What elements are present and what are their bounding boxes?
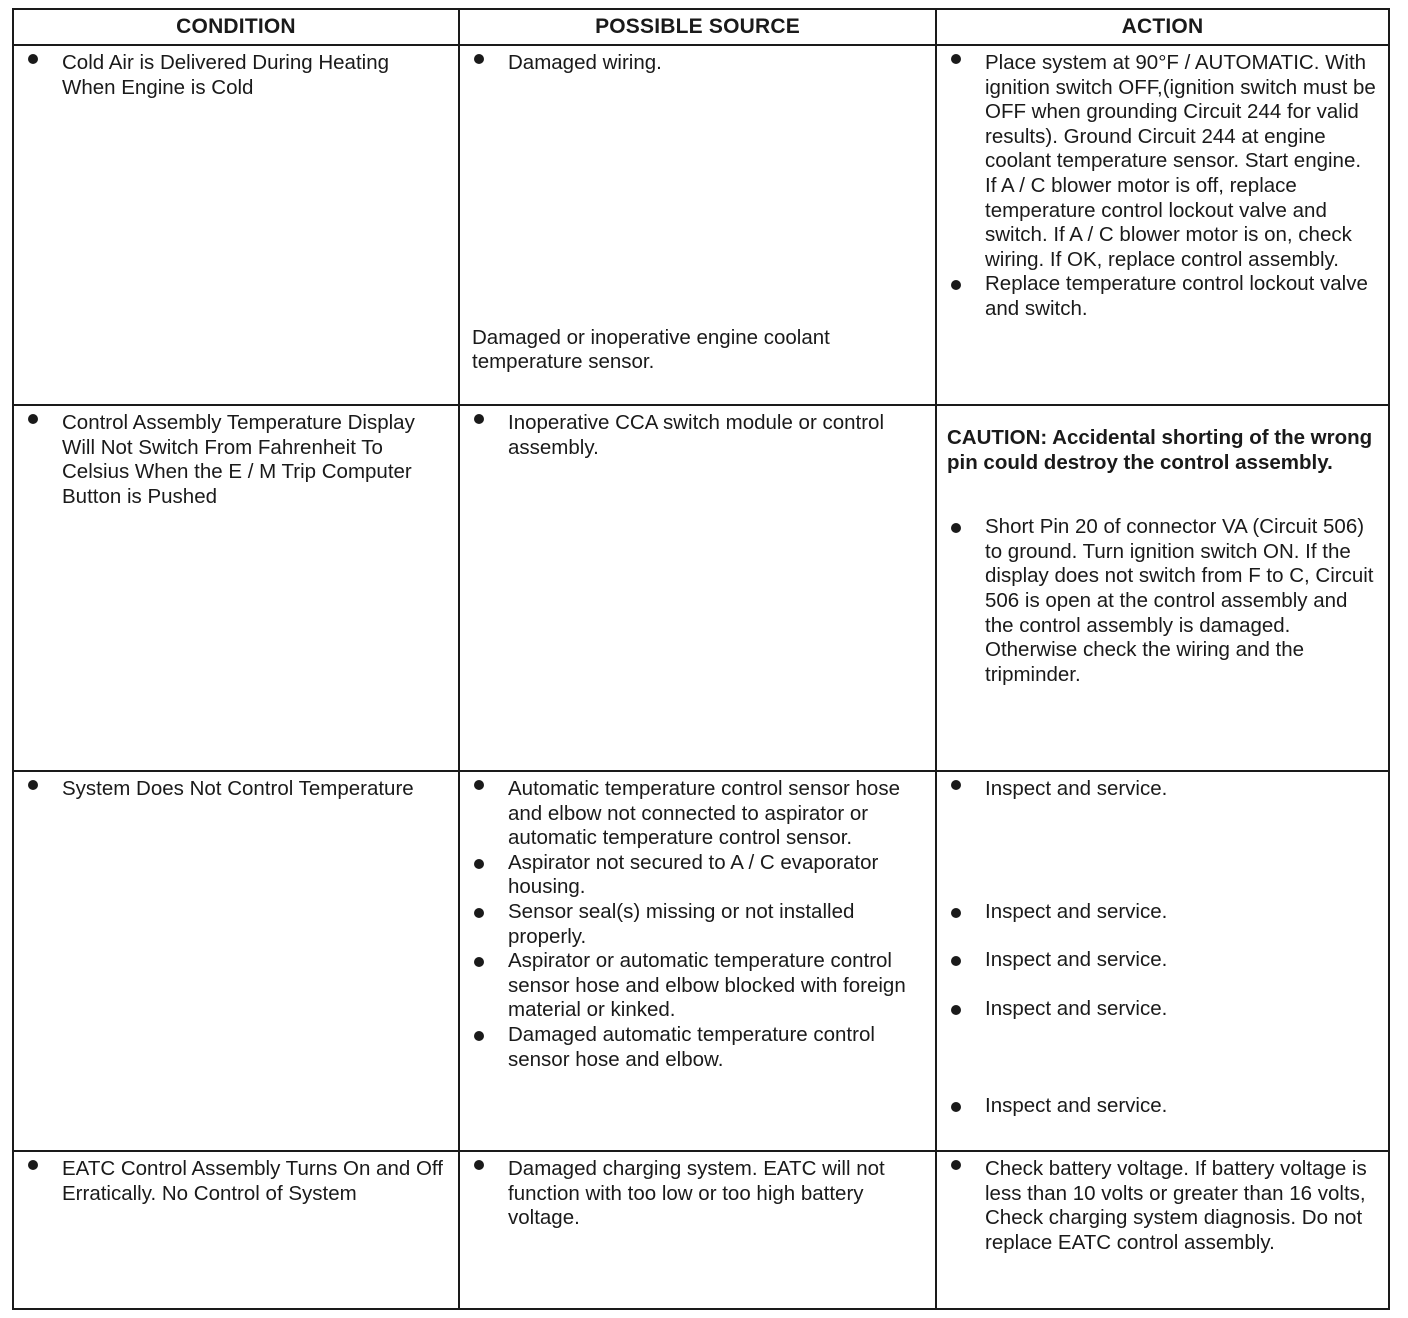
- condition-item: [14, 772, 458, 802]
- caution-note: CAUTION: Accidental shorting of the wrong pin could destroy the control assembly.: [947, 426, 1373, 474]
- action-text: Short Pin 20 of connector VA (Circuit 506) to ground. Turn ignition switch ON. If the display does not switch from F to C, Circuit 506 is open at the control assembly and the control assembly is damaged. Otherwise check the wiring and the tripminder.: [985, 515, 1374, 686]
- table-row: [13, 405, 1389, 771]
- action-text: Inspect and service.: [985, 948, 1168, 972]
- source-cell: [459, 405, 936, 771]
- condition-text: EATC Control Assembly Turns On and Off Erratically. No Control of System: [62, 1157, 443, 1205]
- header-condition: CONDITION: [13, 9, 459, 45]
- source-text: Damaged automatic temperature control sensor hose and elbow.: [508, 1022, 875, 1071]
- source-item: [460, 1023, 935, 1072]
- source-cell: [459, 45, 936, 405]
- action-text: Check battery voltage. If battery voltage is less than 10 volts or greater than 16 volts, Check charging system diagnosis. Do not replace EATC control assembly.: [985, 1157, 1367, 1254]
- condition-text: Cold Air is Delivered During Heating When Engine is Cold: [62, 51, 390, 99]
- source-item: [460, 851, 935, 900]
- source-text: Inoperative CCA switch module or control assembly.: [508, 411, 885, 459]
- source-item: [460, 326, 935, 375]
- action-cell: [936, 1151, 1389, 1309]
- action-cell: [936, 405, 1389, 771]
- action-item: [937, 772, 1388, 802]
- source-text: Sensor seal(s) missing or not installed properly.: [508, 899, 855, 948]
- condition-text: Control Assembly Temperature Display Will Not Switch From Fahrenheit To Celsius When the E / M Trip Computer Button is Pushed: [62, 411, 415, 508]
- condition-item: [14, 406, 458, 509]
- action-text: Replace temperature control lockout valve and switch.: [985, 272, 1368, 320]
- condition-cell: [13, 771, 459, 1151]
- action-text: Inspect and service.: [985, 1094, 1168, 1118]
- condition-cell: [13, 405, 459, 771]
- source-text: Automatic temperature control sensor hose and elbow not connected to aspirator or automatic temperature control sensor.: [508, 777, 900, 850]
- source-text: Damaged or inoperative engine coolant temperature sensor.: [472, 325, 830, 374]
- action-item: [937, 948, 1388, 973]
- source-cell: [459, 771, 936, 1151]
- source-text: Aspirator or automatic temperature control sensor hose and elbow blocked with foreign material or kinked.: [508, 949, 906, 1022]
- source-cell: [459, 1151, 936, 1309]
- action-item: [937, 1094, 1388, 1119]
- header-possible-source: POSSIBLE SOURCE: [459, 9, 936, 45]
- condition-cell: [13, 1151, 459, 1309]
- condition-item: [14, 46, 458, 100]
- action-text: Inspect and service.: [985, 996, 1168, 1020]
- action-cell: [936, 45, 1389, 405]
- source-item: [460, 772, 935, 851]
- action-text: Inspect and service.: [985, 777, 1168, 800]
- source-item: [460, 46, 935, 76]
- action-item: [937, 997, 1388, 1022]
- source-item: [460, 1152, 935, 1231]
- condition-text: System Does Not Control Temperature: [62, 777, 414, 800]
- source-item: [460, 900, 935, 949]
- source-item: [460, 406, 935, 460]
- header-row: [13, 9, 1389, 45]
- diagnosis-table: [12, 8, 1390, 1310]
- action-item: [937, 1152, 1388, 1255]
- action-cell: [936, 771, 1389, 1151]
- source-item: [460, 949, 935, 1023]
- action-item: [937, 900, 1388, 925]
- action-item: [937, 515, 1388, 687]
- table-row: [13, 1151, 1389, 1309]
- source-text: Aspirator not secured to A / C evaporator housing.: [508, 850, 879, 899]
- condition-item: [14, 1152, 458, 1206]
- action-text: Inspect and service.: [985, 899, 1168, 923]
- action-item: [937, 272, 1388, 321]
- action-item: [937, 46, 1388, 272]
- source-text: Damaged wiring.: [508, 51, 662, 74]
- condition-cell: [13, 45, 459, 405]
- table-row: [13, 45, 1389, 405]
- source-text: Damaged charging system. EATC will not function with too low or too high battery voltage.: [508, 1157, 885, 1230]
- table-row: [13, 771, 1389, 1151]
- action-text: Place system at 90°F / AUTOMATIC. With ignition switch OFF,(ignition switch must be OFF when grounding Circuit 244 for valid results). Ground Circuit 244 at engine coolant temperature sensor. Start engine. If A / C blower motor is off, replace temperature control lockout valve and switch. If A / C blower motor is on, check wiring. If OK, replace control assembly.: [985, 51, 1376, 271]
- header-action: ACTION: [936, 9, 1389, 45]
